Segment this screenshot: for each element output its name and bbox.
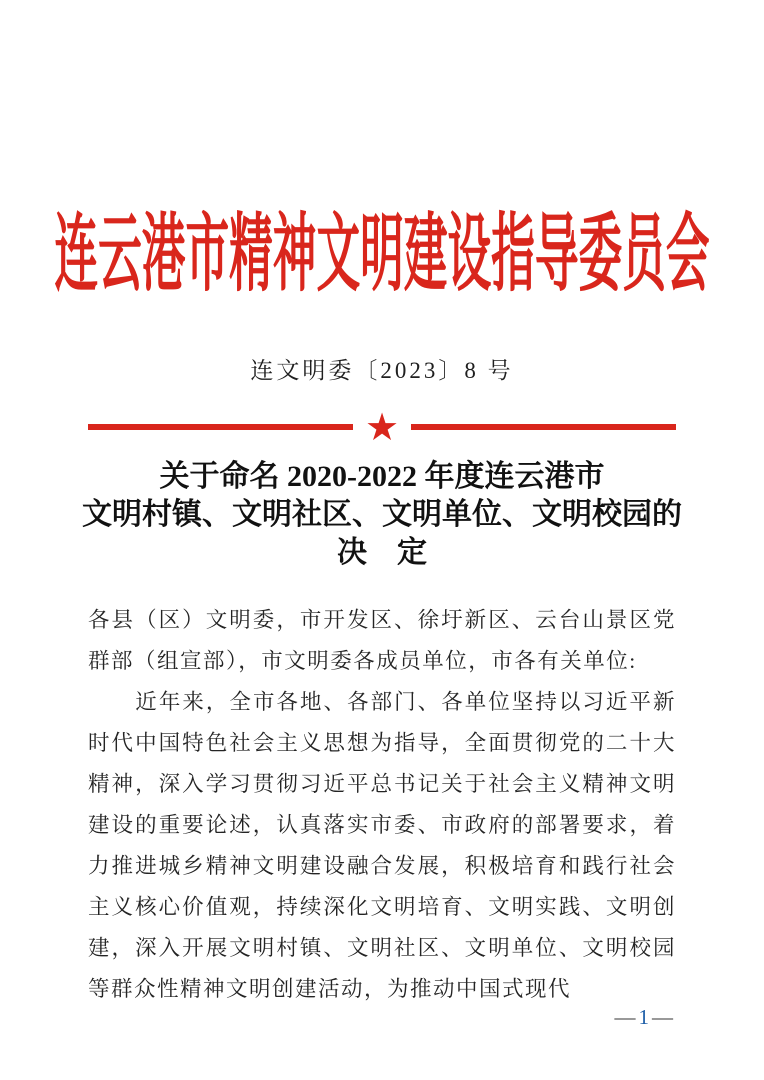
page-number-dash-left: — — [614, 1005, 637, 1029]
star-icon: ★ — [364, 405, 400, 449]
document-body — [88, 600, 676, 1010]
page-number-value: 1 — [638, 1005, 650, 1029]
document-title-line2: 文明村镇、文明社区、文明单位、文明校园的 — [82, 498, 682, 531]
red-masthead-title: 连云港市精神文明建设指导委员会 — [54, 208, 710, 303]
document-number: 连文明委〔2023〕8 号 — [250, 358, 514, 383]
page-number — [615, 1005, 675, 1030]
document-title — [60, 458, 704, 572]
document-title-line1: 关于命名 2020-2022 年度连云港市 — [159, 460, 605, 493]
page-number-dash-right: — — [652, 1005, 674, 1029]
masthead-wrap — [0, 198, 764, 303]
red-divider — [88, 406, 676, 448]
salutation-paragraph: 各县（区）文明委，市开发区、徐圩新区、云台山景区党群部（组宣部），市文明委各成员单位，市各有关单位: — [88, 608, 676, 673]
divider-rule-right — [411, 424, 676, 430]
divider-rule-left — [88, 424, 353, 430]
body-paragraph-1: 近年来，全市各地、各部门、各单位坚持以习近平新时代中国特色社会主义思想为指导，全面贯彻党的二十大精神，深入学习贯彻习近平总书记关于社会主义精神文明建设的重要论述，认真落实市委、市政府的部署要求，着力推进城乡精神文明建设融合发展，积极培育和践行社会主义核心价值观，持续深化文明培育、文明实践、文明创建，深入开展文明村镇、文明社区、文明单位、文明校园等群众性精神文明创建活动，为推动中国式现代 — [88, 690, 676, 1001]
document-title-line3: 决 定 — [337, 536, 427, 569]
